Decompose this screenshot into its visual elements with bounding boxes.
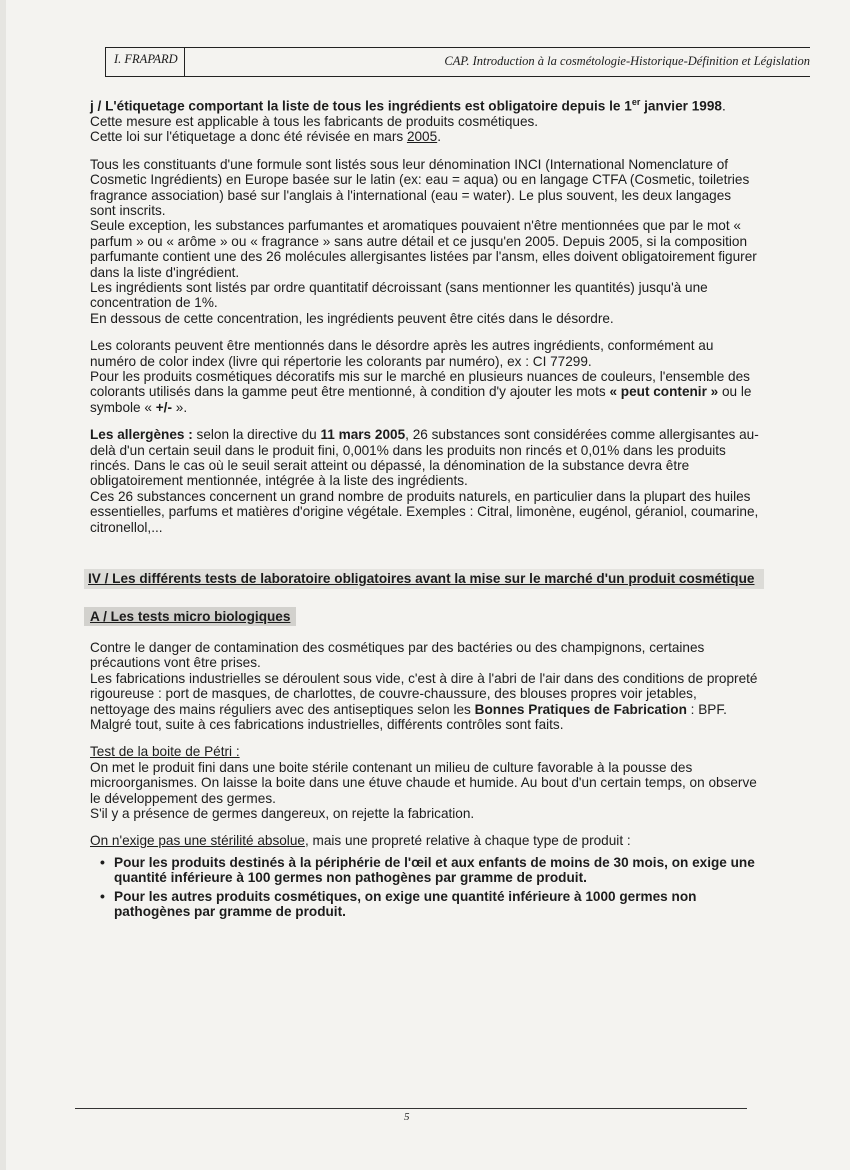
section-a-title: A / Les tests micro biologiques <box>84 607 296 626</box>
manufacturing-end: : BPF. <box>686 701 727 717</box>
labeling-heading-date: janvier 1998 <box>644 98 722 114</box>
decorative-mid: ou le symbole « <box>90 384 752 415</box>
labeling-heading: j / L'étiquetage comportant la liste de tous les ingrédients est obligatoire depuis le 1 <box>90 98 632 114</box>
plus-minus-symbol: +/- <box>155 399 176 415</box>
petri-paragraph: On met le produit fini dans une boite stérile contenant un milieu de culture favorable à la pousse des microorganismes. On laisse la boite dans une étuve chaude et humide. Au bout d'un certain temps, on observe le développement des germes. <box>90 759 757 806</box>
order-paragraph: Les ingrédients sont listés par ordre quantitatif décroissant (sans mentionner les quantités) jusqu'à une concentration de 1%. <box>90 280 708 311</box>
bpf-term: Bonnes Pratiques de Fabrication <box>474 701 687 717</box>
inci-paragraph: Tous les constituants d'une formule sont listés sous leur dénomination INCI (International Nomenclature of Cosmetic Ingrédients) en Europe basée sur le latin (ex: eau = aqua) ou en langage CTFA (Cosmetic, toiletries fragrance association) basé sur l'anglais à l'international (eau = water). Le plus souvent, les deux langages sont inscrits. <box>90 156 750 218</box>
sterility-paragraph <box>90 833 760 848</box>
may-contain-phrase: « peut contenir » <box>609 384 719 400</box>
contamination-paragraph: Contre le danger de contamination des cosmétiques par des bactéries ou des champignons, certaines précautions vont être prises. <box>90 639 705 671</box>
header-course-title: CAP. Introduction à la cosmétologie-Historique-Définition et Législation <box>444 54 810 68</box>
germ-limits-list <box>90 855 760 920</box>
labeling-intro <box>90 95 760 145</box>
colorants-paragraph: Les colorants peuvent être mentionnés dans le désordre après les autres ingrédients, conformément au numéro de color index (livre qui répertorie les colorants par numéro), ex : CI 77299. <box>90 338 714 369</box>
decorative-end: ». <box>175 399 188 415</box>
labeling-revision-year: 2005 <box>406 129 438 145</box>
page-header <box>105 47 810 77</box>
page-number: 5 <box>404 1111 410 1123</box>
labeling-revision-end: . <box>437 129 441 145</box>
list-item: • Pour les produits destinés à la périphérie de l'œil et aux enfants de moins de 30 mois, on exige une quantité inférieure à 100 germes non pathogènes par gramme de produit. <box>114 855 760 886</box>
petri-title: Test de la boite de Pétri : <box>90 744 240 760</box>
sterility-underlined: On n'exige pas une stérilité absolue <box>90 833 305 849</box>
allergens-examples: Ces 26 substances concernent un grand nombre de produits naturels, en particulier dans la plupart des huiles essentielles, parfums et matières d'origine végétale. Exemples : Citral, limonène, eugénol, géraniol, coumarine, citronellol,... <box>90 488 759 535</box>
footer-rule <box>75 1108 747 1109</box>
allergens-label: Les allergènes : <box>90 427 193 443</box>
section-iv-title: IV / Les différents tests de laboratoire obligatoires avant la mise sur le marché d'un produit cosmétique <box>84 569 764 588</box>
controls-paragraph: Malgré tout, suite à ces fabrications industrielles, différents contrôles sont faits. <box>90 716 564 732</box>
allergens-paragraph <box>90 427 760 489</box>
header-author: I. FRAPARD <box>105 48 185 76</box>
labeling-intro-rest: . Cette mesure est applicable à tous les fabricants de produits cosmétiques. <box>90 98 726 129</box>
allergens-date: 11 mars 2005 <box>320 427 406 443</box>
list-item: • Pour les autres produits cosmétiques, on exige une quantité inférieure à 1000 germes non pathogènes par gramme de produit. <box>114 889 760 920</box>
decorative-paragraph <box>90 369 760 415</box>
scan-edge <box>0 0 6 1170</box>
labeling-heading-sup: er <box>631 97 641 107</box>
fragrance-paragraph: Seule exception, les substances parfumantes et aromatiques pouvaient n'être mentionnées que par le mot « parfum » ou « arôme » ou « fragrance » sans autre détail et ce jusqu'en 2005. Depuis 2005, si la composition parfumante contient une des 26 molécules allergisantes listées par l'ansm, elles doivent obligatoirement figurer dans la liste d'ingrédient. <box>90 218 757 280</box>
manufacturing-text: Les fabrications industrielles se déroulent sous vide, c'est à dire à l'abri de l'air dans des conditions de propreté rigoureuse : port de masques, de charlottes, de couvre-chaussure, des blouses propres voir jetables, nettoyage des mains réguliers avec des antiseptiques selon les <box>90 670 758 717</box>
allergens-text: , 26 substances sont considérées comme allergisantes au-delà d'un certain seuil dans le produit fini, 0,001% dans les produits non rincés et 0,01% dans les produits rincés. Dans le cas où le seuil serait atteint ou dépassé, la dénomination de la substance devra être obligatoirement mentionnée, intégrée à la liste des ingrédients. <box>90 427 759 489</box>
petri-reject: S'il y a présence de germes dangereux, on rejette la fabrication. <box>90 805 475 821</box>
allergens-pre: selon la directive du <box>192 427 321 443</box>
page-content <box>90 95 760 922</box>
manufacturing-paragraph <box>90 671 760 717</box>
labeling-revision: Cette loi sur l'étiquetage a donc été révisée en mars <box>90 129 407 145</box>
disorder-paragraph: En dessous de cette concentration, les ingrédients peuvent être cités dans le désordre. <box>90 310 614 326</box>
sterility-rest: , mais une propreté relative à chaque type de produit : <box>304 833 631 849</box>
decorative-text: Pour les produits cosmétiques décoratifs mis sur le marché en plusieurs nuances de couleurs, l'ensemble des colorants utilisés dans la gamme peut être mentionné, à condition d'y ajouter les mots <box>90 369 750 400</box>
